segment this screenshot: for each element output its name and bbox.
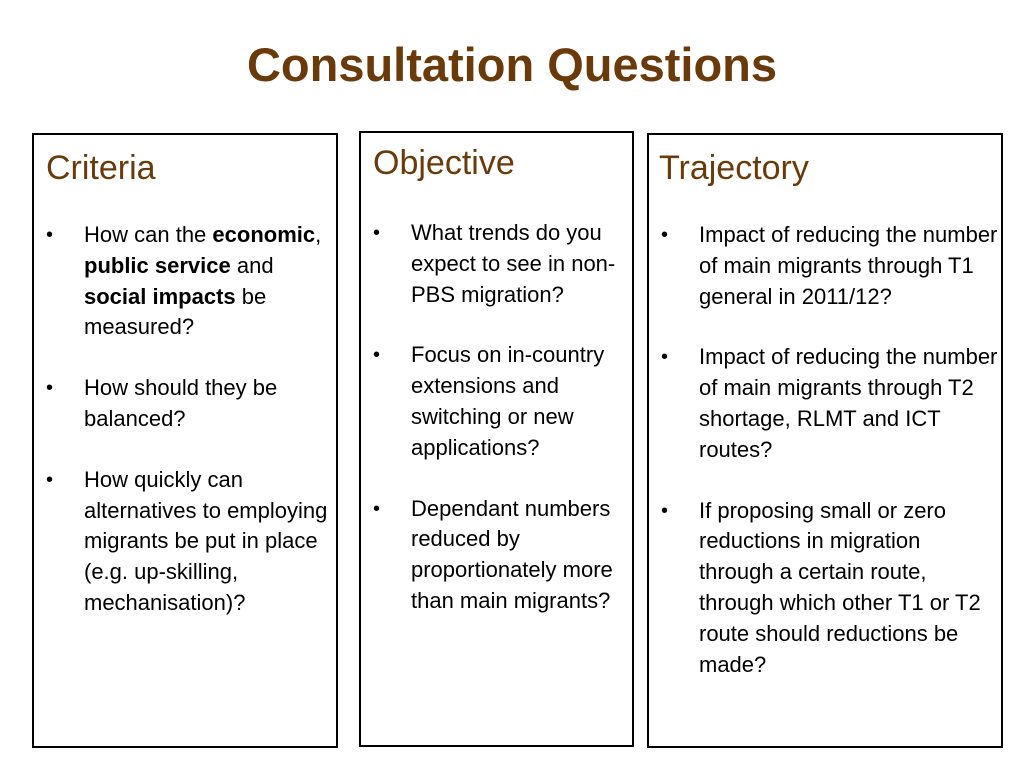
question-text: be measured?: [84, 283, 267, 340]
bullet-icon: •: [373, 222, 381, 244]
objective-box: [359, 131, 634, 747]
question-emphasis: public service: [84, 252, 231, 278]
question-text: How can the: [84, 222, 213, 247]
bullet-icon: •: [373, 344, 381, 367]
question-emphasis: social impacts: [84, 283, 236, 309]
list-item: [659, 496, 999, 681]
question-text: and: [230, 252, 274, 278]
list-item: [371, 340, 633, 463]
objective-heading: Objective: [373, 144, 515, 182]
criteria-heading: Criteria: [46, 149, 156, 187]
bullet-icon: •: [373, 497, 381, 520]
bullet-icon: •: [46, 224, 54, 246]
bullet-icon: •: [46, 468, 54, 491]
criteria-question-list: [44, 220, 329, 649]
trajectory-box: [647, 133, 1003, 748]
criteria-box: [32, 133, 338, 748]
list-item: [44, 373, 329, 435]
trajectory-question-list: [659, 220, 999, 710]
objective-question-list: [371, 218, 633, 647]
question-text: Impact of reducing the number of main migrants through T2 shortage, RLMT and ICT routes?: [699, 344, 998, 462]
question-text: How quickly can alternatives to employing migrants be put in place (e.g. up-skilling, mechanisation)?: [84, 466, 328, 615]
trajectory-heading: Trajectory: [659, 149, 809, 187]
list-item: [44, 220, 329, 343]
list-item: [371, 494, 633, 617]
bullet-icon: •: [661, 346, 669, 369]
question-text: Focus on in-country extensions and switching or new applications?: [411, 342, 605, 460]
list-item: [659, 220, 999, 312]
list-item: [659, 342, 999, 465]
list-item: [371, 218, 633, 310]
question-emphasis: economic: [212, 222, 316, 247]
question-text: Impact of reducing the number of main migrants through T1 general in 2011/12?: [699, 222, 998, 309]
bullet-icon: •: [661, 499, 669, 522]
question-text: Dependant numbers reduced by proportionately more than main migrants?: [411, 495, 613, 613]
bullet-icon: •: [661, 224, 669, 246]
question-text: If proposing small or zero reductions in migration through a certain route, through which other T1 or T2 route should reductions be made?: [699, 497, 981, 677]
bullet-icon: •: [46, 377, 54, 400]
list-item: [44, 465, 329, 619]
slide-title: Consultation Questions: [246, 38, 778, 91]
question-text: ,: [315, 222, 322, 247]
question-text: What trends do you expect to see in non-PBS migration?: [411, 220, 616, 307]
question-text: How should they be balanced?: [84, 375, 278, 431]
